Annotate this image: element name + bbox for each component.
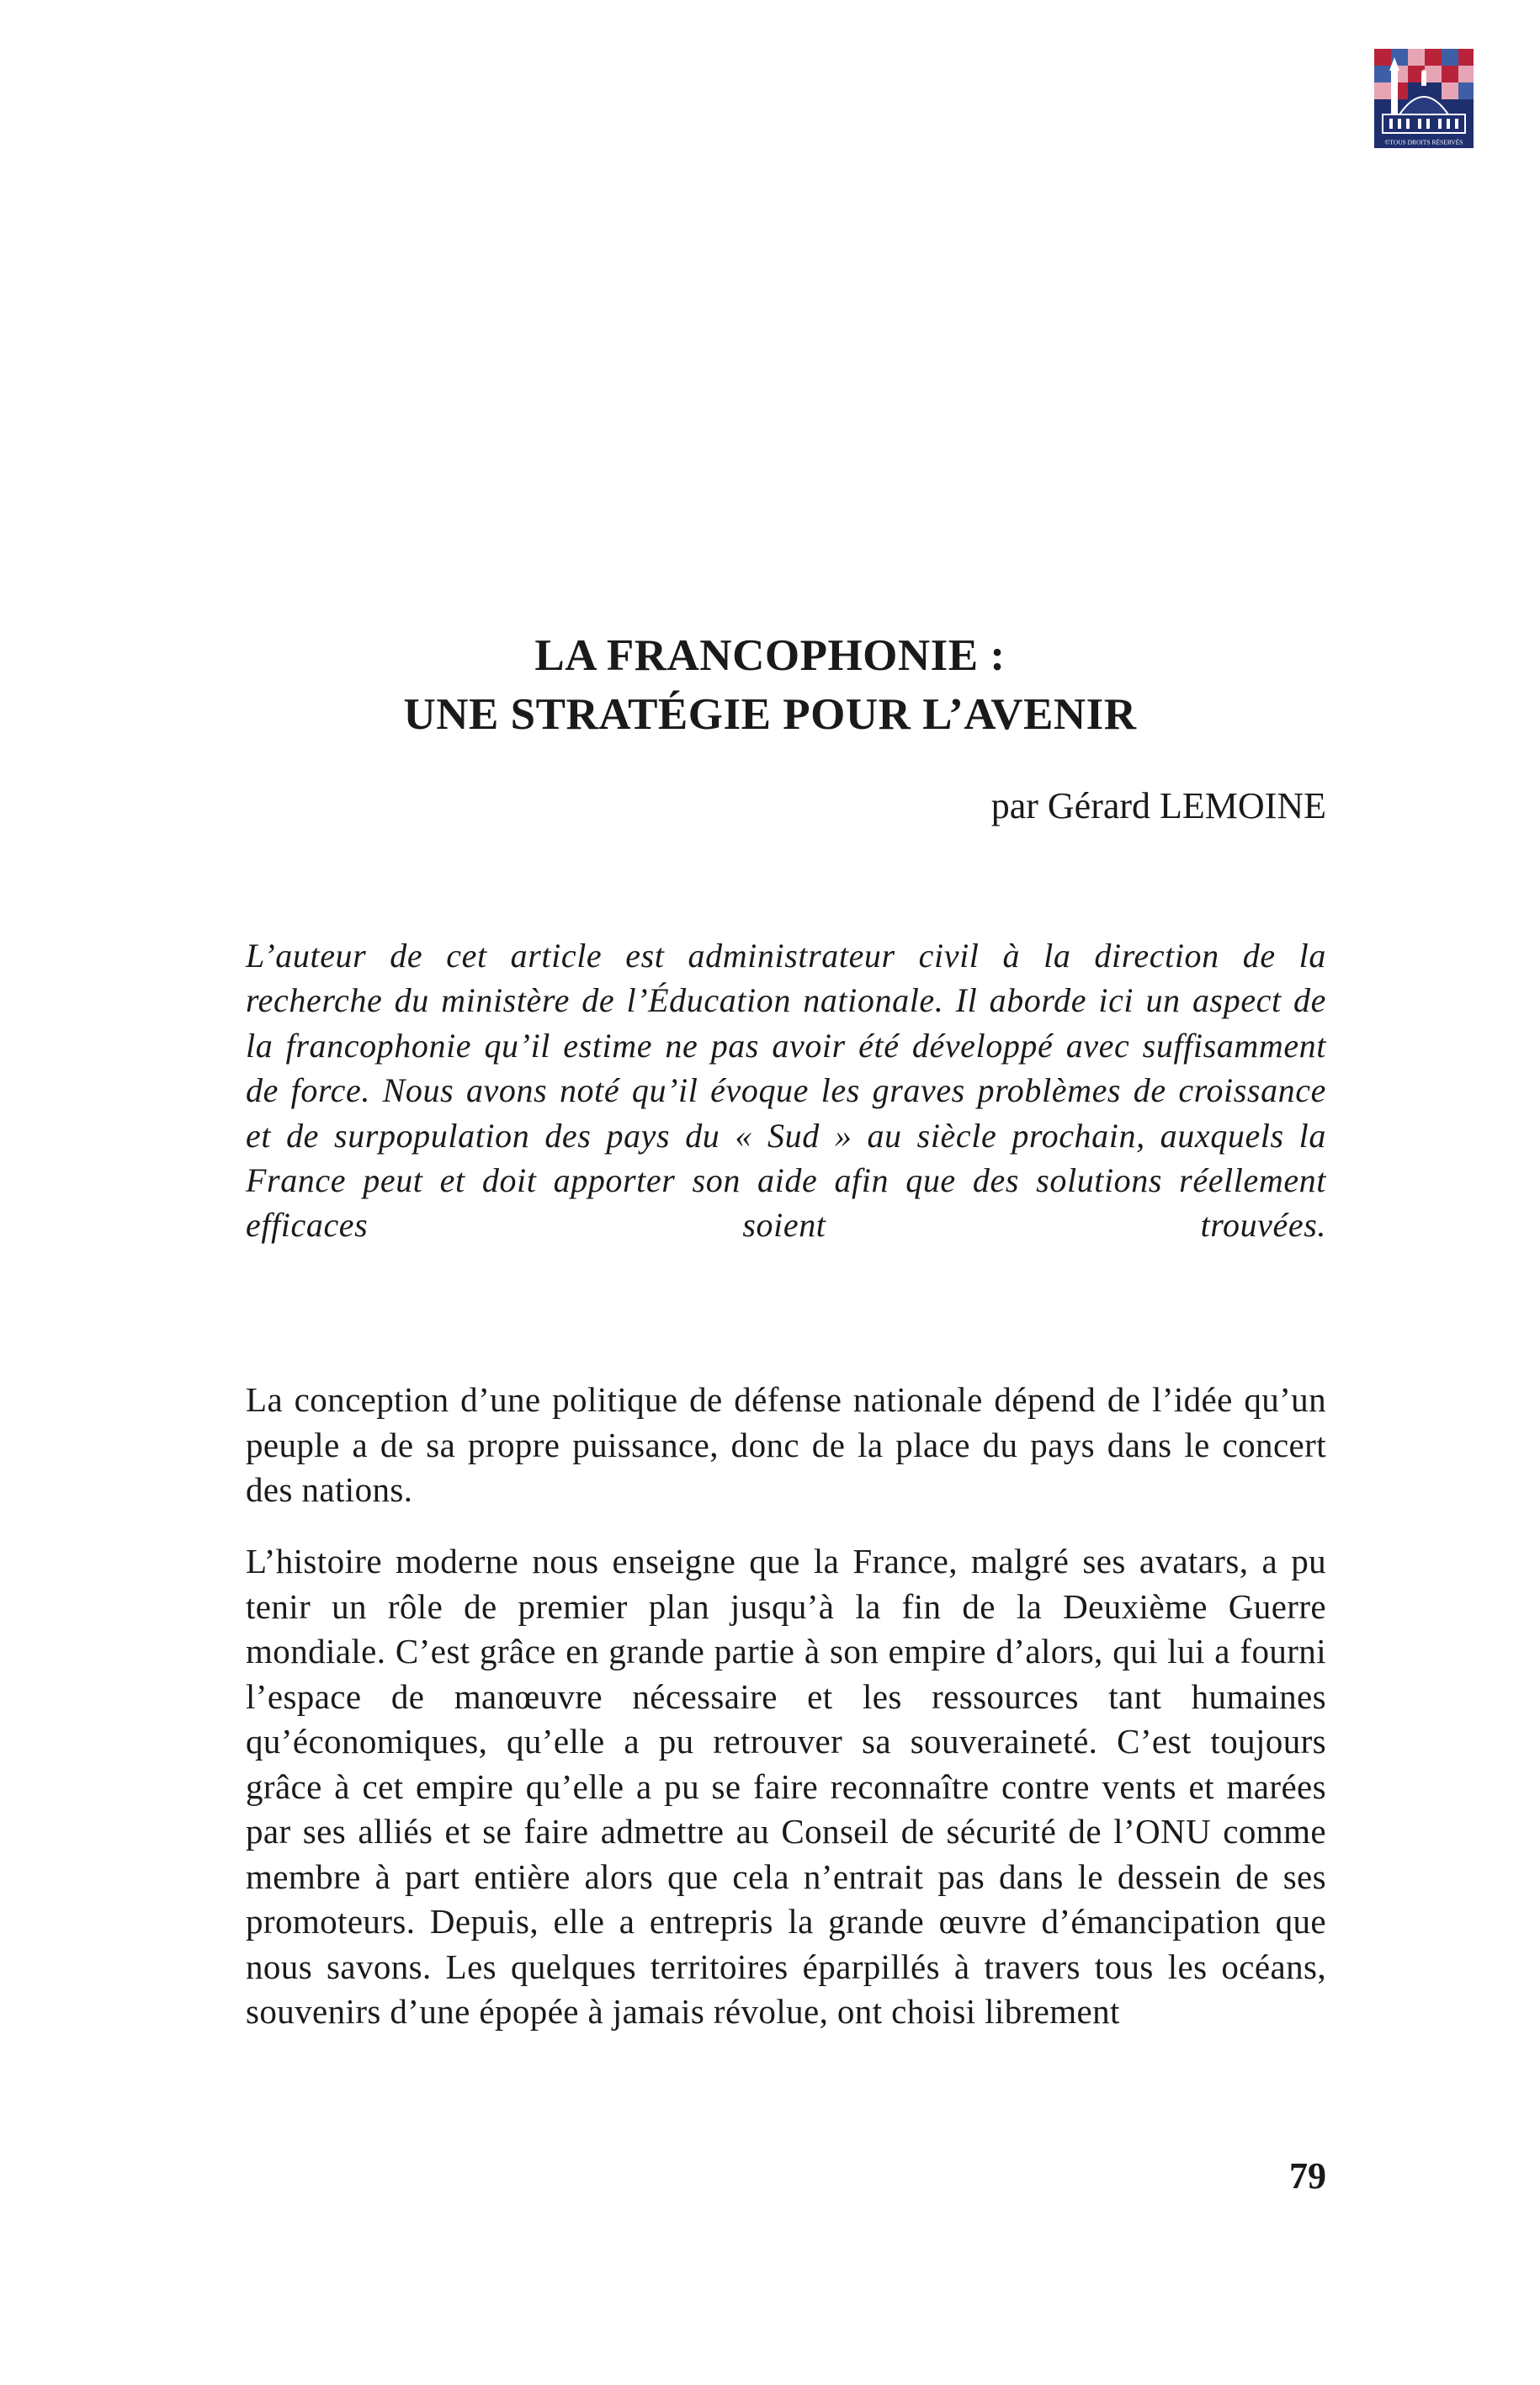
logo-caption: ©TOUS DROITS RÉSERVÉS — [1384, 138, 1463, 146]
body-paragraph-2: L’histoire moderne nous enseigne que la France, malgré ses avatars, a pu tenir un rôle de premier plan jusqu’à la fin de la Deuxième Guerre mondiale. C’est grâce en grande partie à son empire d’alors, qui lui a fourni l’espace de manœuvre nécessaire et les ressources tant humaines qu’économiques, qu’elle a pu retrouver sa souveraineté. C’est toujours grâce à cet empire qu’elle a pu se faire reconnaître contre vents et marées par ses alliés et se faire admettre au Conseil de sécurité de l’ONU comme membre à part entière alors que cela n’entrait pas dans le dessein de ses promoteurs. Depuis, elle a entrepris la grande œuvre d’émancipation que nous savons. Les quelques territoires éparpillés à travers tous les océans, souvenirs d’une épopée à jamais révolue, ont choisi librement — [246, 1542, 1326, 2031]
body-paragraph-1: La conception d’une politique de défense nationale dépend de l’idée qu’un peuple a de sa propre puissance, donc de la place du pays dans le concert des nations. — [246, 1380, 1326, 1509]
publisher-logo — [1374, 49, 1474, 148]
building-dome-logo-icon — [1374, 49, 1474, 148]
author-byline: par Gérard LEMOINE — [990, 785, 1326, 826]
title-line-2: UNE STRATÉGIE POUR L’AVENIR — [403, 690, 1137, 739]
page-number: 79 — [1289, 2155, 1326, 2196]
article-abstract: L’auteur de cet article est administrateur civil à la direction de la recherche du ministère de l’Éducation nationale. Il aborde ici un aspect de la francophonie qu’il estime ne pas avoir été développé avec suffisamment de force. Nous avons noté qu’il évoque les graves problèmes de croissance et de surpopulation des pays du « Sud » au siècle prochain, auxquels la France peut et doit apporter son aide afin que des solutions réellement efficaces soient trouvées. — [246, 937, 1326, 1245]
title-line-1: LA FRANCOPHONIE : — [534, 631, 1006, 680]
article-title — [0, 626, 1540, 744]
